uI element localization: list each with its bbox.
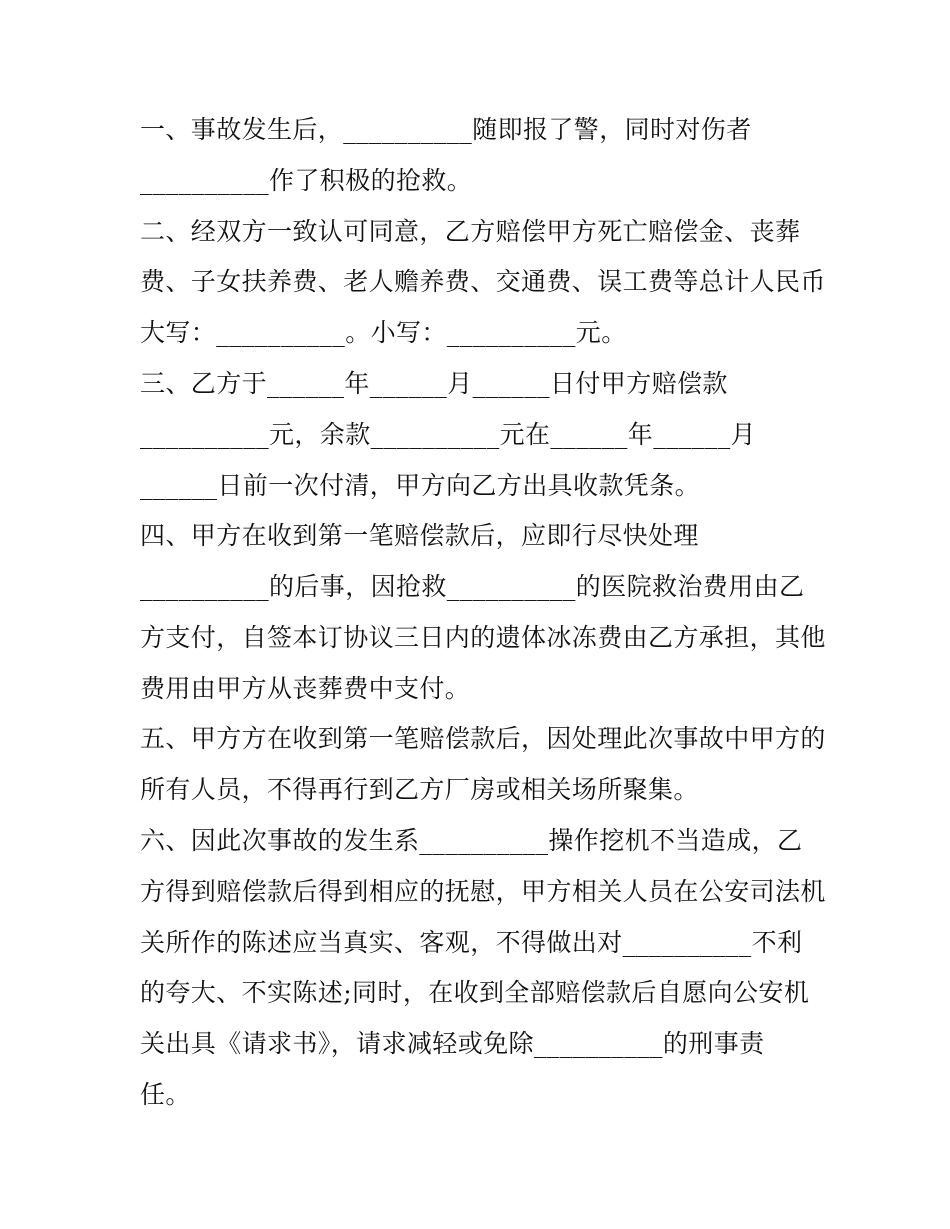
clause-4-line-4: 费用由甲方从丧葬费中支付。 — [140, 674, 471, 703]
clause-4-line-1: 四、甲方在收到第一笔赔偿款后，应即行尽快处理 — [140, 521, 699, 550]
clause-2-line-1: 二、经双方一致认可同意，乙方赔偿甲方死亡赔偿金、丧葬 — [140, 217, 801, 246]
clause-6-line-6: 任。 — [140, 1080, 191, 1109]
clause-6-line-5: 关出具《请求书》，请求减轻或免除__________的刑事责 — [140, 1029, 765, 1058]
clause-6-line-4: 的夸大、不实陈述;同时，在收到全部赔偿款后自愿向公安机 — [140, 978, 810, 1007]
clause-6-line-3: 关所作的陈述应当真实、客观，不得做出对__________不利 — [140, 928, 803, 957]
clause-4-line-3: 方支付，自签本订协议三日内的遗体冰冻费由乙方承担，其他 — [140, 623, 826, 652]
clause-6-line-1: 六、因此次事故的发生系__________操作挖机不当造成，乙 — [140, 826, 803, 855]
clause-1-line-1: 一、事故发生后，__________随即报了警，同时对伤者 — [140, 115, 752, 144]
clause-3-line-1: 三、乙方于______年______月______日付甲方赔偿款 — [140, 369, 728, 398]
clause-3-line-3: ______日前一次付清，甲方向乙方出具收款凭条。 — [140, 471, 701, 500]
clause-5-line-1: 五、甲方方在收到第一笔赔偿款后，因处理此次事故中甲方的 — [140, 724, 826, 753]
clause-3-line-2: __________元，余款__________元在______年______月 — [140, 420, 757, 449]
clause-2-line-3: 大写：__________。小写：__________元。 — [140, 318, 627, 347]
clause-1-line-2: __________作了积极的抢救。 — [140, 166, 473, 195]
clause-4-line-2: __________的后事，因抢救__________的医院救治费用由乙 — [140, 572, 805, 601]
clause-6-line-2: 方得到赔偿款后得到相应的抚慰，甲方相关人员在公安司法机 — [140, 877, 826, 906]
clause-2-line-2: 费、子女扶养费、老人赡养费、交通费、误工费等总计人民币 — [140, 267, 826, 296]
clause-5-line-2: 所有人员，不得再行到乙方厂房或相关场所聚集。 — [140, 775, 699, 804]
